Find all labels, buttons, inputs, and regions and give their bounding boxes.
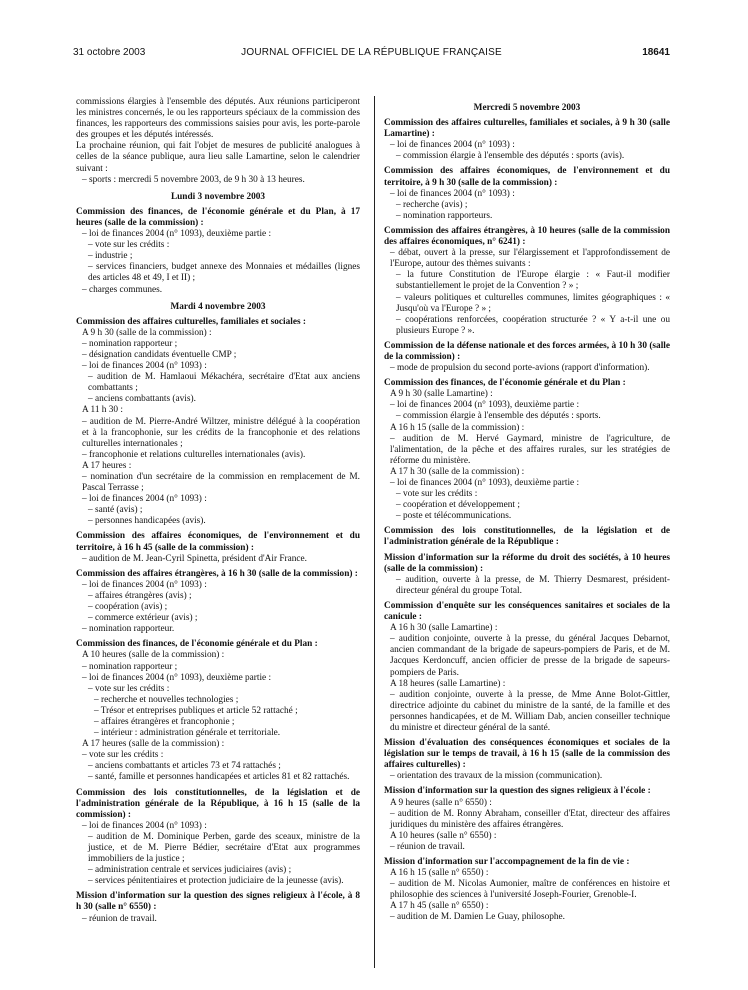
agenda-item: – loi de finances 2004 (n° 1093) : bbox=[390, 188, 515, 199]
agenda-item: – affaires étrangères (avis) ; bbox=[88, 590, 192, 601]
agenda-item: A 17 heures (salle de la commission) : bbox=[82, 739, 225, 750]
day-heading: Mardi 4 novembre 2003 bbox=[170, 301, 266, 312]
agenda-item: – Trésor et entreprises publiques et article 52 rattaché ; bbox=[94, 705, 298, 716]
agenda-item: – santé, famille et personnes handicapées et articles 81 et 82 rattachés. bbox=[88, 772, 350, 783]
agenda-item: – loi de finances 2004 (n° 1093) : bbox=[82, 361, 207, 372]
agenda-item: A 17 h 30 (salle de la commission) : bbox=[390, 466, 525, 477]
agenda-item: – sports : mercredi 5 novembre 2003, de 9 h 30 à 13 heures. bbox=[82, 174, 305, 185]
section-heading: Commission des affaires étrangères, à 10 heures (salle de la commission des affaires économiques, n° 6241) : bbox=[384, 225, 670, 248]
section-heading: Commission des finances, de l'économie générale et du Plan : bbox=[384, 378, 626, 389]
agenda-item: – la future Constitution de l'Europe élargie : « Faut-il modifier substantiellement le projet de la Convention ? » ; bbox=[396, 270, 670, 292]
section-heading: Commission des finances, de l'économie générale et du Plan : bbox=[76, 639, 318, 650]
agenda-item: – coopération et développement ; bbox=[396, 500, 520, 511]
section-heading: Commission des affaires étrangères, à 16 h 30 (salle de la commission) : bbox=[76, 568, 358, 579]
agenda-item: – audition de M. Dominique Perben, garde des sceaux, ministre de la justice, et de M. Pierre Bédier, secrétaire d'Etat aux programmes immobiliers de la justice ; bbox=[88, 831, 360, 865]
agenda-item: – commission élargie à l'ensemble des députés : sports (avis). bbox=[396, 151, 625, 162]
agenda-item: – réunion de travail. bbox=[82, 913, 157, 924]
section-heading: Mission d'évaluation des conséquences économiques et sociales de la législation sur le temps de travail, à 16 h 15 (salle de la commission des affaires culturelles) : bbox=[384, 738, 670, 771]
agenda-item: – vote sur les crédits : bbox=[396, 489, 478, 500]
section-heading: Mission d'information sur la question des signes religieux à l'école, à 8 h 30 (salle n° 6550) : bbox=[76, 891, 360, 913]
agenda-item: – personnes handicapées (avis). bbox=[88, 516, 206, 527]
agenda-item: A 17 heures : bbox=[82, 460, 132, 471]
page-header bbox=[73, 47, 670, 63]
agenda-item: – mode de propulsion du second porte-avions (rapport d'information). bbox=[390, 363, 650, 374]
header-title: JOURNAL OFFICIEL DE LA RÉPUBLIQUE FRANÇAISE bbox=[241, 47, 502, 58]
agenda-item: A 10 heures (salle de la commission) : bbox=[82, 650, 225, 661]
agenda-item: – commission élargie à l'ensemble des députés : sports. bbox=[396, 411, 601, 422]
agenda-item: – administration centrale et services judiciaires (avis) ; bbox=[88, 865, 292, 876]
agenda-item: – services financiers, budget annexe des Monnaies et médailles (lignes des articles 48 et 49, I et II) ; bbox=[88, 262, 360, 284]
agenda-item: – coopération (avis) ; bbox=[88, 602, 168, 613]
agenda-item: – réunion de travail. bbox=[390, 841, 465, 852]
agenda-item: – anciens combattants et articles 73 et 74 rattachés ; bbox=[88, 761, 281, 772]
agenda-item: – audition, ouverte à la presse, de M. Thierry Desmarest, président-directeur général du groupe Total. bbox=[396, 574, 670, 596]
right-column bbox=[384, 97, 670, 924]
section-heading: Commission des affaires économiques, de l'environnement et du territoire, à 9 h 30 (salle de la commission) : bbox=[384, 166, 670, 188]
agenda-item: – nomination d'un secrétaire de la commission en remplacement de M. Pascal Terrasse ; bbox=[82, 472, 360, 494]
section-heading: Mission d'information sur la réforme du droit des sociétés, à 10 heures (salle de la commission) : bbox=[384, 552, 670, 574]
paragraph: La prochaine réunion, qui fait l'objet de mesures de publicité analogues à celles de la séance publique, aura lieu salle Lamartine, selon le calendrier suivant : bbox=[76, 141, 360, 174]
agenda-item: – loi de finances 2004 (n° 1093) : bbox=[82, 494, 207, 505]
agenda-item: – loi de finances 2004 (n° 1093), deuxième partie : bbox=[390, 400, 580, 411]
agenda-item: A 16 h 30 (salle Lamartine) : bbox=[390, 623, 498, 634]
agenda-item: – vote sur les crédits : bbox=[88, 240, 170, 251]
left-column bbox=[76, 97, 360, 925]
agenda-item: A 18 heures (salle Lamartine) : bbox=[390, 678, 506, 689]
section-heading: Commission des lois constitutionnelles, de la législation et de l'administration générale de la République, à 16 h 15 (salle de la commission) : bbox=[76, 787, 360, 820]
section-heading: Commission des affaires économiques, de l'environnement et du territoire, à 16 h 45 (salle de la commission) : bbox=[76, 531, 360, 553]
agenda-item: – audition conjointe, ouverte à la presse, de Mme Anne Bolot-Gittler, directrice adjointe du cabinet du ministre de la santé, de la famille et des personnes handicapées, et de M. William Dab, ancien conseiller technique du ministre et directeur général de la santé. bbox=[390, 689, 670, 733]
agenda-item: – vote sur les crédits : bbox=[88, 683, 170, 694]
agenda-item: – loi de finances 2004 (n° 1093), deuxième partie : bbox=[390, 478, 580, 488]
section-heading: Commission d'enquête sur les conséquences sanitaires et sociales de la canicule : bbox=[384, 600, 670, 623]
agenda-item: – loi de finances 2004 (n° 1093) : bbox=[82, 820, 207, 831]
agenda-item: – nomination rapporteur ; bbox=[82, 338, 178, 349]
section-heading: Mission d'information sur la question des signes religieux à l'école : bbox=[384, 786, 651, 797]
agenda-item: – francophonie et relations culturelles internationales (avis). bbox=[82, 449, 306, 460]
agenda-item: A 17 h 45 (salle n° 6550) : bbox=[390, 901, 489, 912]
agenda-item: – santé (avis) ; bbox=[88, 505, 143, 516]
day-heading: Mercredi 5 novembre 2003 bbox=[473, 103, 581, 113]
agenda-item: – débat, ouvert à la presse, sur l'élargissement et l'approfondissement de l'Europe, autour des thèmes suivants : bbox=[390, 248, 670, 270]
agenda-item: – nomination rapporteur ; bbox=[82, 661, 178, 672]
agenda-item: – poste et télécommunications. bbox=[396, 511, 512, 522]
agenda-item: – audition conjointe, ouverte à la presse, du général Jacques Debarnot, ancien commandant de la brigade de sapeurs-pompiers de Paris, et de M. Jacques Kerdoncuff, ancien officier de presse de la brigade de sapeurs-pompiers de Paris. bbox=[390, 634, 670, 678]
agenda-item: A 9 h 30 (salle de la commission) : bbox=[82, 327, 212, 338]
agenda-item: – charges communes. bbox=[82, 284, 163, 295]
agenda-item: – industrie ; bbox=[88, 251, 133, 262]
agenda-item: – nomination rapporteur. bbox=[82, 624, 175, 635]
agenda-item: – valeurs politiques et culturelles communes, limites géographiques : « Jusqu'où va l'Europe ? » ; bbox=[396, 292, 670, 314]
agenda-item: A 9 h 30 (salle Lamartine) : bbox=[390, 389, 493, 400]
agenda-item: – loi de finances 2004 (n° 1093) : bbox=[390, 140, 515, 151]
agenda-item: – audition de M. Pierre-André Wiltzer, ministre délégué à la coopération et à la francophonie, sur les crédits de la francophonie et des relations culturelles internationales ; bbox=[82, 416, 360, 449]
agenda-item: – loi de finances 2004 (n° 1093), deuxième partie : bbox=[82, 229, 272, 240]
section-heading: Commission des lois constitutionnelles, de la législation et de l'administration générale de la République : bbox=[384, 526, 670, 548]
agenda-item: A 16 h 15 (salle de la commission) : bbox=[390, 422, 525, 433]
agenda-item: A 16 h 15 (salle n° 6550) : bbox=[390, 868, 489, 879]
agenda-item: A 10 heures (salle n° 6550) : bbox=[390, 830, 497, 841]
agenda-item: – audition de M. Hamlaoui Mékachéra, secrétaire d'Etat aux anciens combattants ; bbox=[88, 372, 360, 394]
agenda-item: A 11 h 30 : bbox=[82, 405, 123, 416]
agenda-item: – audition de M. Jean-Cyril Spinetta, président d'Air France. bbox=[82, 553, 308, 564]
header-date: 31 octobre 2003 bbox=[73, 47, 146, 58]
agenda-item: A 9 heures (salle n° 6550) : bbox=[390, 797, 492, 808]
agenda-item: – affaires étrangères et francophonie ; bbox=[94, 716, 235, 727]
agenda-item: – services pénitentiaires et protection judiciaire de la jeunesse (avis). bbox=[88, 876, 344, 887]
section-heading: Commission de la défense nationale et des forces armées, à 10 h 30 (salle de la commission) : bbox=[384, 340, 670, 362]
agenda-item: – commerce extérieur (avis) ; bbox=[88, 613, 198, 624]
agenda-item: – orientation des travaux de la mission (communication). bbox=[390, 771, 603, 782]
agenda-item: – nomination rapporteurs. bbox=[396, 210, 493, 221]
agenda-item: – recherche et nouvelles technologies ; bbox=[94, 694, 239, 705]
day-heading: Lundi 3 novembre 2003 bbox=[170, 191, 266, 202]
column-divider bbox=[374, 96, 375, 968]
agenda-item: – recherche (avis) ; bbox=[396, 199, 468, 210]
section-heading: Commission des affaires culturelles, familiales et sociales : bbox=[76, 316, 306, 327]
agenda-item: – loi de finances 2004 (n° 1093) : bbox=[82, 579, 207, 590]
agenda-item: – intérieur : administration générale et territoriale. bbox=[94, 728, 281, 739]
agenda-item: – coopérations renforcées, coopération structurée ? « Y a-t-il une ou plusieurs Europe ? ». bbox=[396, 314, 670, 336]
section-heading: Commission des affaires culturelles, familiales et sociales, à 9 h 30 (salle Lamartine) : bbox=[384, 118, 670, 140]
agenda-item: – vote sur les crédits : bbox=[82, 750, 164, 761]
agenda-item: – désignation candidats éventuelle CMP ; bbox=[82, 349, 237, 360]
agenda-item: – audition de M. Hervé Gaymard, ministre de l'agriculture, de l'alimentation, de la pêche et des affaires rurales, sur les stratégies de réforme du ministère. bbox=[390, 433, 670, 466]
agenda-item: – anciens combattants (avis). bbox=[88, 394, 196, 405]
paragraph: commissions élargies à l'ensemble des députés. Aux réunions participeront les ministres concernés, le ou les rapporteurs spéciaux de la commission des finances, les rapporteurs des commissions saisies pour avis, les porte-parole des groupes et les députés intéressés. bbox=[76, 97, 360, 141]
agenda-item: – audition de M. Ronny Abraham, conseiller d'Etat, directeur des affaires juridiques du ministère des affaires étrangères. bbox=[390, 808, 670, 830]
agenda-item: – audition de M. Damien Le Guay, philosophe. bbox=[390, 912, 565, 923]
page-number: 18641 bbox=[642, 47, 670, 58]
agenda-item: – loi de finances 2004 (n° 1093), deuxième partie : bbox=[82, 672, 272, 683]
section-heading: Commission des finances, de l'économie générale et du Plan, à 17 heures (salle de la commission) : bbox=[76, 206, 360, 228]
agenda-item: – audition de M. Nicolas Aumonier, maître de conférences en histoire et philosophie des sciences à l'université Joseph-Fourier, Grenoble-I. bbox=[390, 879, 670, 901]
section-heading: Mission d'information sur l'accompagnement de la fin de vie : bbox=[384, 857, 630, 867]
